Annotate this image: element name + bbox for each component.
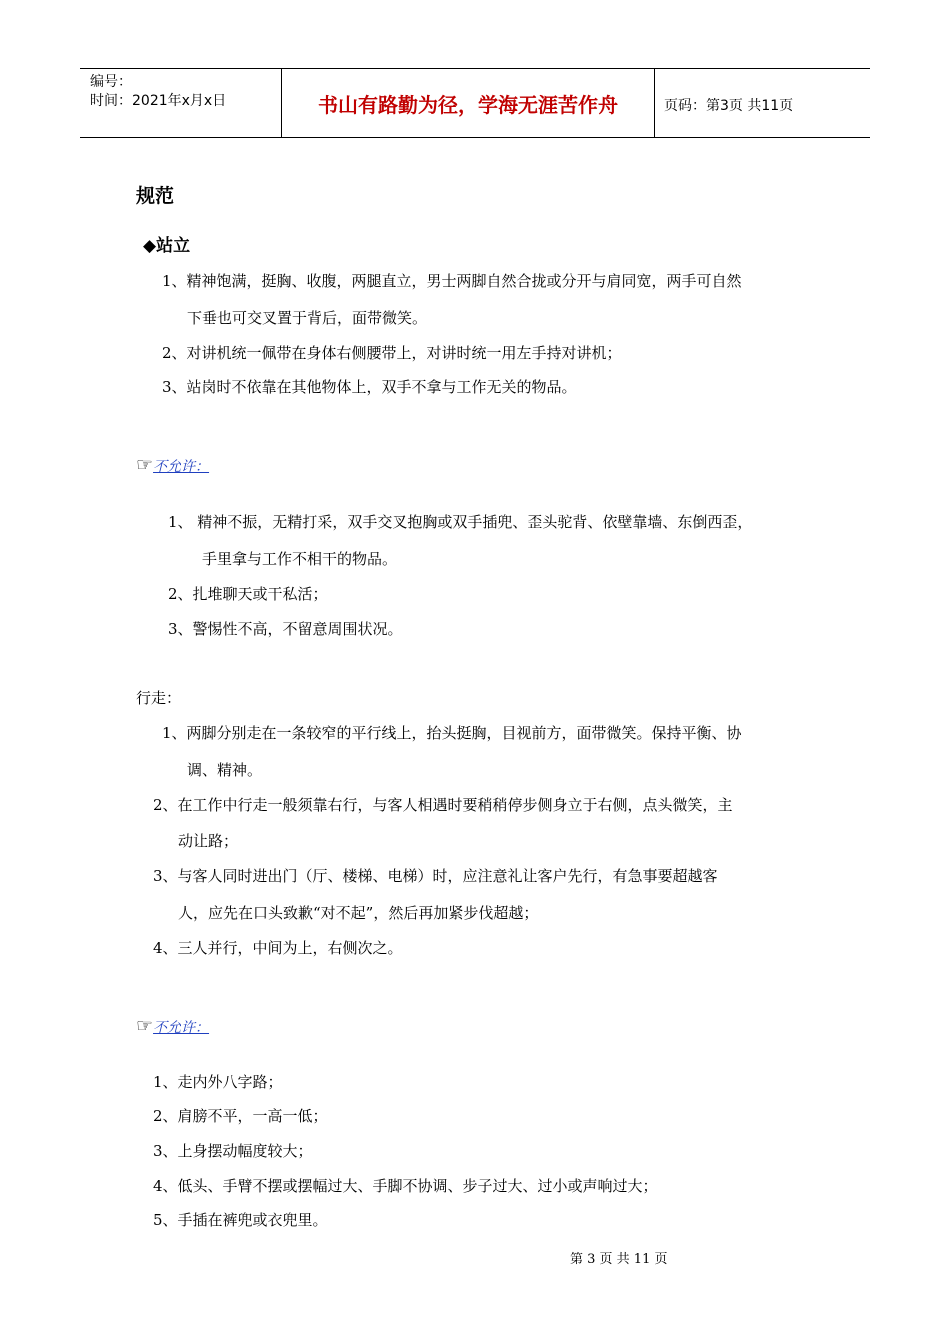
not-allowed-item: 2、扎堆聊天或干私活；	[168, 585, 328, 603]
standing-item: 2、对讲机统一佩带在身体右侧腰带上，对讲时统一用左手持对讲机；	[162, 344, 622, 362]
header-divider	[654, 69, 655, 137]
not-allowed-item: 3、上身摆动幅度较大；	[153, 1142, 313, 1160]
pointing-hand-icon: ☞	[136, 1015, 154, 1037]
walking-item: 4、三人并行，中间为上，右侧次之。	[153, 939, 403, 957]
walking-item: 人，应先在口头致歉“对不起”，然后再加紧步伐超越；	[178, 904, 539, 922]
not-allowed-label: 不允许：	[153, 1020, 210, 1036]
page-header	[80, 68, 870, 138]
not-allowed-label-row	[136, 454, 209, 476]
standing-heading: ◆站立	[143, 236, 191, 256]
not-allowed-item: 2、肩膀不平，一高一低；	[153, 1107, 328, 1125]
walking-item: 3、与客人同时进出门（厅、楼梯、电梯）时，应注意礼让客户先行，有急事要超越客	[153, 867, 718, 885]
not-allowed-item: 3、警惕性不高，不留意周围状况。	[168, 620, 403, 638]
header-page-info: 页码：第3页 共11页	[664, 98, 794, 114]
standing-item: 1、精神饱满，挺胸、收腹，两腿直立，男士两脚自然合拢或分开与肩同宽，两手可自然	[162, 272, 742, 290]
not-allowed-item: 4、低头、手臂不摆或摆幅过大、手脚不协调、步子过大、过小或声响过大；	[153, 1177, 658, 1195]
standing-item: 下垂也可交叉置于背后，面带微笑。	[187, 309, 428, 327]
page-footer: 第 3 页 共 11 页	[570, 1252, 668, 1267]
not-allowed-label: 不允许：	[153, 459, 210, 475]
header-motto: 书山有路勤为径，学海无涯苦作舟	[318, 92, 618, 117]
not-allowed-item: 手里拿与工作不相干的物品。	[202, 550, 398, 568]
not-allowed-label-row	[136, 1015, 209, 1037]
not-allowed-item: 1、走内外八字路；	[153, 1073, 283, 1091]
section-title: 规范	[136, 185, 175, 207]
header-date: 时间：2021年x月x日	[90, 93, 227, 109]
header-meta	[90, 73, 226, 111]
walking-item: 2、在工作中行走一般须靠右行，与客人相遇时要稍稍停步侧身立于右侧，点头微笑，主	[153, 796, 733, 814]
standing-item: 3、站岗时不依靠在其他物体上，双手不拿与工作无关的物品。	[162, 378, 577, 396]
walking-heading: 行走：	[136, 689, 182, 707]
walking-item: 动让路；	[178, 832, 239, 850]
walking-item: 调、精神。	[187, 761, 263, 779]
header-number: 编号：	[90, 74, 132, 90]
walking-item: 1、两脚分别走在一条较窄的平行线上，抬头挺胸，目视前方，面带微笑。保持平衡、协	[162, 724, 742, 742]
not-allowed-item: 1、 精神不振，无精打采，双手交叉抱胸或双手插兜、歪头驼背、依壁靠墙、东倒西歪，	[168, 513, 753, 531]
pointing-hand-icon: ☞	[136, 454, 154, 476]
not-allowed-item: 5、手插在裤兜或衣兜里。	[153, 1211, 328, 1229]
